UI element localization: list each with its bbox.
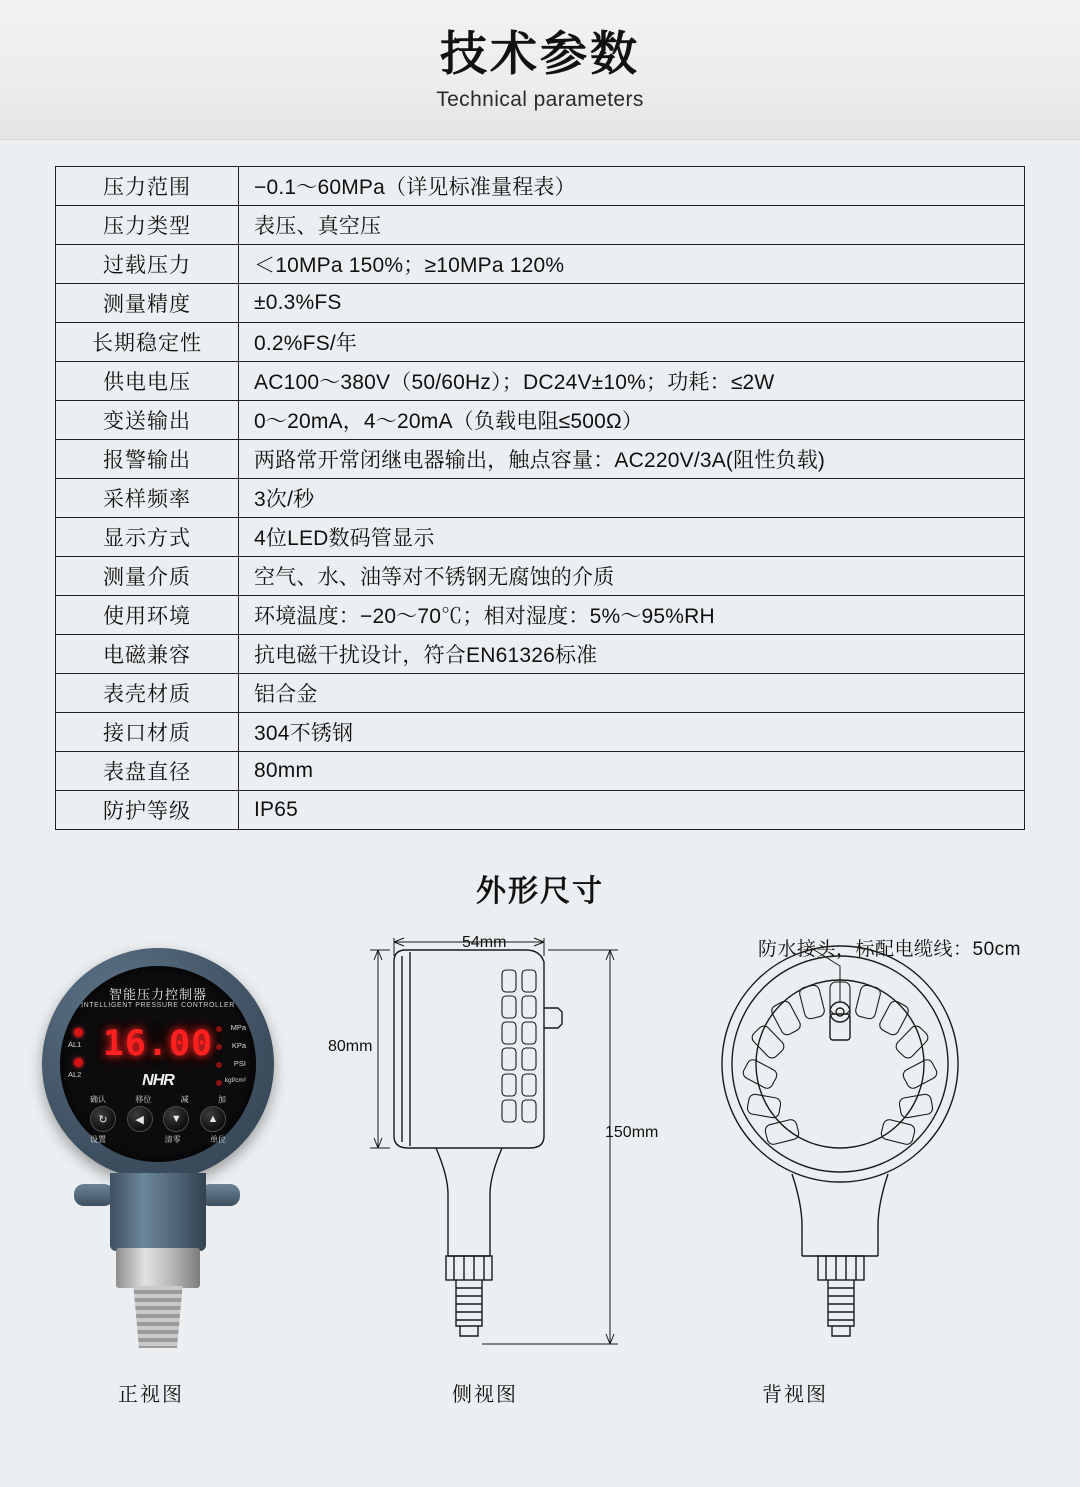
- spec-value: AC100～380V（50/60Hz）；DC24V±10%；功耗：≤2W: [239, 362, 1025, 401]
- alarm2-label: AL2: [68, 1070, 82, 1079]
- spec-key: 过载压力: [56, 245, 239, 284]
- table-row: [56, 206, 1025, 245]
- spec-value: 304不锈钢: [239, 713, 1025, 752]
- spec-key: 报警输出: [56, 440, 239, 479]
- unit-kgf-label: kgf/cm²: [224, 1077, 246, 1084]
- spec-value: 抗电磁干扰设计，符合EN61326标准: [239, 635, 1025, 674]
- table-row: [56, 167, 1025, 206]
- table-row: [56, 323, 1025, 362]
- table-row: [56, 479, 1025, 518]
- spec-value: 表压、真空压: [239, 206, 1025, 245]
- spec-value: 铝合金: [239, 674, 1025, 713]
- housing-wing-left: [74, 1184, 114, 1206]
- button-label-unit: 单位: [209, 1135, 226, 1144]
- page-title-en: Technical parameters: [436, 87, 644, 111]
- spec-key: 显示方式: [56, 518, 239, 557]
- side-view-drawing: [330, 926, 650, 1386]
- spec-key: 电磁兼容: [56, 635, 239, 674]
- spec-key: 测量精度: [56, 284, 239, 323]
- hex-nut: [116, 1248, 200, 1288]
- nhr-logo: NHR: [142, 1072, 174, 1089]
- table-row: [56, 518, 1025, 557]
- back-view-drawing: [680, 926, 1020, 1386]
- alarm2-lamp-icon: [74, 1058, 83, 1067]
- page-header: [0, 0, 1080, 140]
- housing-wing-right: [200, 1184, 240, 1206]
- spec-key: 使用环境: [56, 596, 239, 635]
- unit-kpa-label: KPa: [231, 1041, 246, 1050]
- spec-value: 空气、水、油等对不锈钢无腐蚀的介质: [239, 557, 1025, 596]
- waterproof-connector-note: 防水接头，标配电缆线：50cm: [758, 939, 1021, 960]
- spec-table-wrap: [55, 166, 1025, 830]
- caption-front-view: 正视图: [118, 1384, 184, 1406]
- specifications-table: [55, 166, 1025, 830]
- table-row: [56, 362, 1025, 401]
- spec-value: 4位LED数码管显示: [239, 518, 1025, 557]
- unit-mpa-label: MPa: [230, 1023, 246, 1032]
- increase-button[interactable]: ▲: [200, 1106, 226, 1132]
- button-label-setting: 设置: [90, 1135, 106, 1144]
- table-row: [56, 284, 1025, 323]
- button-label-clear: 清零: [164, 1135, 181, 1144]
- table-row: [56, 713, 1025, 752]
- spec-value: 0.2%FS/年: [239, 323, 1025, 362]
- spec-key: 防护等级: [56, 791, 239, 830]
- button-label-minus: 减: [180, 1095, 189, 1104]
- spec-value: 环境温度：−20～70℃；相对湿度：5%～95%RH: [239, 596, 1025, 635]
- alarm1-label: AL1: [68, 1040, 82, 1049]
- button-label-shift: 移位: [135, 1095, 152, 1104]
- table-row: [56, 245, 1025, 284]
- spec-key: 供电电压: [56, 362, 239, 401]
- figures-area: [0, 926, 1080, 1446]
- led-display: 16.00: [94, 1022, 222, 1066]
- unit-kpa-dot-icon: [216, 1044, 222, 1050]
- alarm1-lamp-icon: [74, 1028, 83, 1037]
- spec-key: 压力类型: [56, 206, 239, 245]
- device-brand-en: INTELLIGENT PRESSURE CONTROLLER: [81, 1002, 235, 1009]
- spec-key: 压力范围: [56, 167, 239, 206]
- unit-psi-dot-icon: [216, 1062, 222, 1068]
- caption-side-view: 侧视图: [452, 1384, 518, 1406]
- gauge-face-panel: [60, 966, 256, 1162]
- button-top-labels: [90, 1094, 226, 1105]
- spec-key: 表盘直径: [56, 752, 239, 791]
- threaded-connector: [130, 1286, 186, 1348]
- table-row: [56, 401, 1025, 440]
- device-button-row: [90, 1106, 226, 1132]
- page-title-cn: 技术参数: [440, 27, 640, 81]
- front-view-photo: [10, 948, 300, 1358]
- dim-height-80mm: 80mm: [328, 1038, 373, 1055]
- housing-neck: [110, 1173, 206, 1251]
- spec-value: 80mm: [239, 752, 1025, 791]
- spec-value: IP65: [239, 791, 1025, 830]
- table-row: [56, 596, 1025, 635]
- spec-key: 表壳材质: [56, 674, 239, 713]
- table-row: [56, 752, 1025, 791]
- table-row: [56, 440, 1025, 479]
- caption-back-view: 背视图: [762, 1384, 828, 1406]
- table-row: [56, 557, 1025, 596]
- decrease-button[interactable]: ▼: [163, 1106, 189, 1132]
- device-brand-cn: 智能压力控制器: [108, 987, 207, 1002]
- shift-button[interactable]: ◀: [127, 1106, 153, 1132]
- spec-key: 长期稳定性: [56, 323, 239, 362]
- dimensions-section-title: 外形尺寸: [476, 875, 604, 908]
- confirm-button[interactable]: ↻: [90, 1106, 116, 1132]
- button-label-confirm: 确认: [90, 1095, 106, 1104]
- spec-key: 变送输出: [56, 401, 239, 440]
- dim-height-150mm: 150mm: [605, 1124, 659, 1141]
- spec-key: 接口材质: [56, 713, 239, 752]
- spec-key: 测量介质: [56, 557, 239, 596]
- spec-value: 0～20mA，4～20mA（负载电阻≤500Ω）: [239, 401, 1025, 440]
- spec-value: ±0.3%FS: [239, 284, 1025, 323]
- table-row: [56, 635, 1025, 674]
- spec-key: 采样频率: [56, 479, 239, 518]
- spec-value: −0.1～60MPa（详见标准量程表）: [239, 167, 1025, 206]
- button-bottom-labels: [90, 1134, 226, 1145]
- table-row: [56, 674, 1025, 713]
- unit-mpa-dot-icon: [216, 1026, 222, 1032]
- spec-value: 两路常开常闭继电器输出，触点容量：AC220V/3A(阻性负载): [239, 440, 1025, 479]
- gauge-housing: [42, 948, 274, 1180]
- dim-width-54mm: 54mm: [462, 934, 507, 951]
- table-row: [56, 791, 1025, 830]
- spec-value: ＜10MPa 150%；≥10MPa 120%: [239, 245, 1025, 284]
- button-label-plus: 加: [217, 1095, 226, 1104]
- unit-psi-label: PSI: [233, 1059, 246, 1068]
- spec-value: 3次/秒: [239, 479, 1025, 518]
